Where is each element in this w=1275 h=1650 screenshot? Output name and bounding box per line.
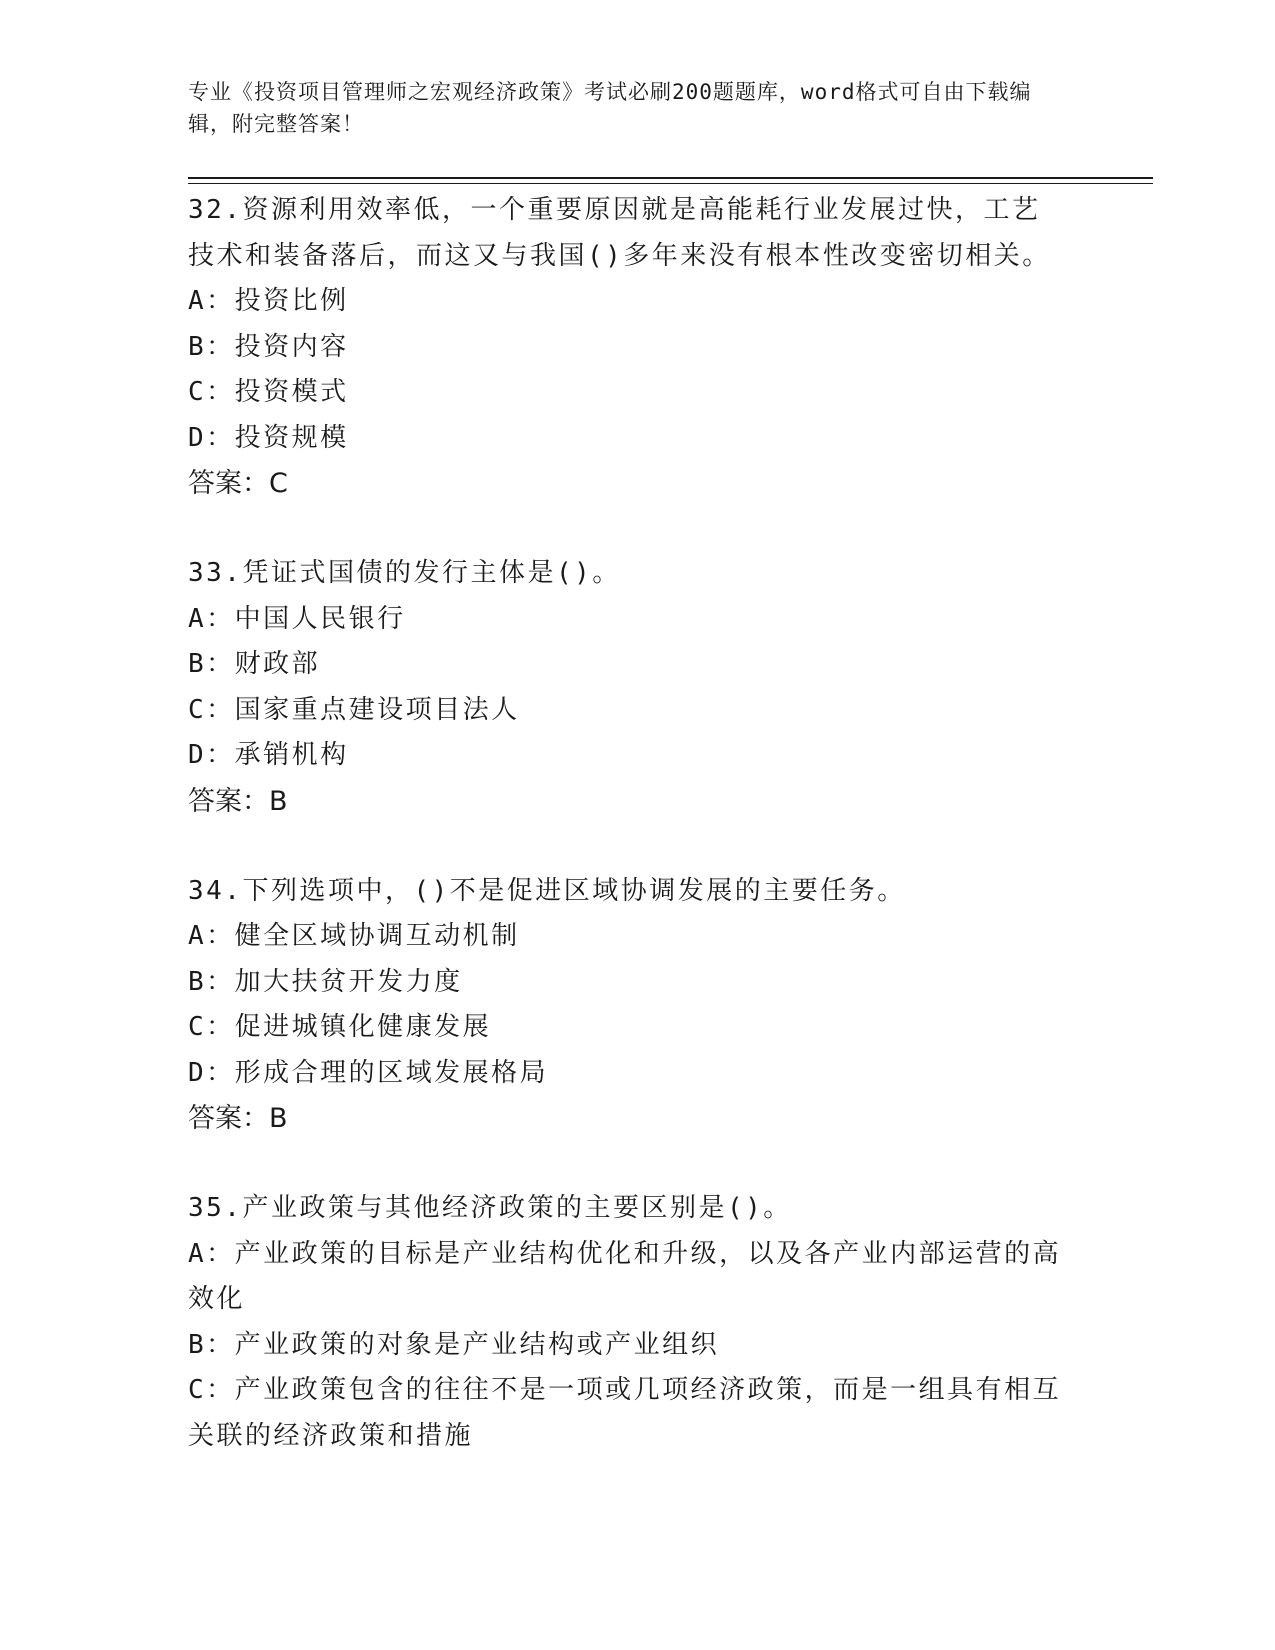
question-35 bbox=[188, 1186, 1068, 1459]
question-32 bbox=[188, 188, 1068, 507]
option-a: A：健全区域协调互动机制 bbox=[188, 921, 520, 951]
question-34 bbox=[188, 869, 1068, 1143]
option-c: C：投资模式 bbox=[188, 377, 349, 407]
header-rule-thin bbox=[188, 183, 1153, 184]
option-a: A：产业政策的目标是产业结构优化和升级，以及各产业内部运营的高效化 bbox=[188, 1238, 1062, 1314]
question-gap bbox=[188, 1142, 1068, 1186]
option-b: B：产业政策的对象是产业结构或产业组织 bbox=[188, 1329, 720, 1360]
option-a: A：中国人民银行 bbox=[188, 603, 406, 634]
question-gap bbox=[188, 507, 1068, 551]
header-rule-thick bbox=[188, 177, 1153, 179]
option-c: C：国家重点建设项目法人 bbox=[188, 694, 520, 725]
question-stem: 35.产业政策与其他经济政策的主要区别是()。 bbox=[188, 1193, 792, 1223]
option-c: C：促进城镇化健康发展 bbox=[188, 1012, 492, 1042]
question-stem: 33.凭证式国债的发行主体是()。 bbox=[188, 558, 621, 588]
document-header: 专业《投资项目管理师之宏观经济政策》考试必刷200题题库，word格式可自由下载编辑，附完整答案！ bbox=[188, 80, 1032, 136]
question-stem: 34.下列选项中，()不是促进区域协调发展的主要任务。 bbox=[188, 875, 906, 906]
option-b: B：财政部 bbox=[188, 649, 321, 679]
question-gap bbox=[188, 825, 1068, 869]
option-a: A：投资比例 bbox=[188, 286, 349, 316]
question-33 bbox=[188, 551, 1068, 825]
answer-line: 答案：B bbox=[188, 1103, 288, 1134]
option-d: D：投资规模 bbox=[188, 422, 349, 453]
option-d: D：形成合理的区域发展格局 bbox=[188, 1057, 549, 1088]
answer-line: 答案：C bbox=[188, 468, 288, 499]
question-stem: 32.资源利用效率低，一个重要原因就是高能耗行业发展过快，工艺技术和装备落后，而这又与我国()多年来没有根本性改变密切相关。 bbox=[188, 195, 1051, 271]
question-list bbox=[188, 188, 1068, 1459]
option-b: B：加大扶贫开发力度 bbox=[188, 966, 463, 997]
answer-line: 答案：B bbox=[188, 785, 288, 817]
option-b: B：投资内容 bbox=[188, 331, 349, 362]
option-c: C：产业政策包含的往往不是一项或几项经济政策，而是一组具有相互关联的经济政策和措施 bbox=[188, 1375, 1062, 1451]
option-d: D：承销机构 bbox=[188, 740, 349, 770]
